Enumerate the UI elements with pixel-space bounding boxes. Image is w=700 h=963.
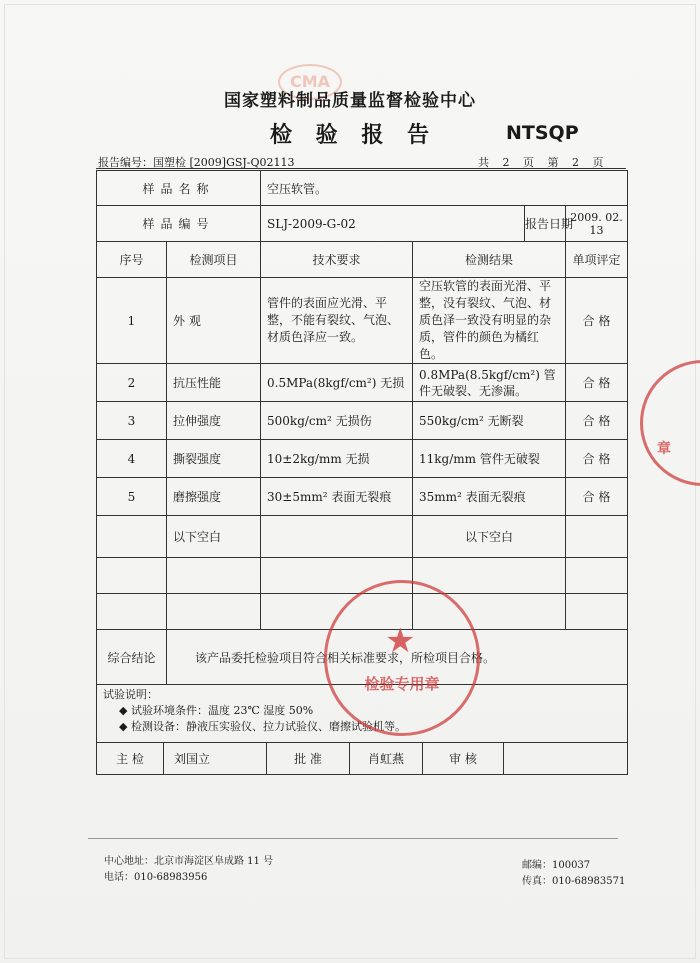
row-result: 0.8MPa(8.5kgf/cm²) 管件无破裂、无渗漏。 xyxy=(413,364,566,402)
inspector-label: 主 检 xyxy=(97,743,164,774)
row-no: 3 xyxy=(97,402,167,440)
notes-env: ◆ 试验环境条件：温度 23℃ 湿度 50% xyxy=(119,704,314,717)
report-date-value: 2009. 02. 13 xyxy=(566,206,628,242)
footer-fax: 传真：010-68983571 xyxy=(522,876,626,887)
table-row xyxy=(97,278,628,364)
row-req: 0.5MPa(8kgf/cm²) 无损 xyxy=(261,364,413,402)
row-result: 空压软管的表面光滑、平整，没有裂纹、气泡、材质色泽一致没有明显的杂质，管件的颜色为橘红色。 xyxy=(413,278,566,364)
table-row xyxy=(97,364,628,402)
notes-cell xyxy=(97,685,628,743)
reviewer-label: 审 核 xyxy=(423,743,504,774)
row-item: 外 观 xyxy=(167,278,261,364)
report-date-label: 报告日期 xyxy=(525,206,566,242)
empty-cell xyxy=(261,558,413,594)
col-result: 检测结果 xyxy=(413,242,566,278)
row-judge: 合 格 xyxy=(566,440,628,478)
conclusion-text: 该产品委托检验项目符合相关标准要求，所检项目合格。 xyxy=(167,630,628,685)
footer-address: 中心地址：北京市海淀区阜成路 11 号 xyxy=(104,856,274,867)
blank-note-result: 以下空白 xyxy=(413,516,566,558)
row-no: 5 xyxy=(97,478,167,516)
cma-watermark: CMA xyxy=(278,64,342,100)
row-item: 撕裂强度 xyxy=(167,440,261,478)
row-item: 拉伸强度 xyxy=(167,402,261,440)
notes-equip: ◆ 检测设备：静液压实验仪、拉力试验仪、磨擦试验机等。 xyxy=(119,720,406,733)
row-result: 35mm² 表面无裂痕 xyxy=(413,478,566,516)
col-item: 检测项目 xyxy=(167,242,261,278)
empty-cell xyxy=(566,594,628,630)
report-title: 检 验 报 告 xyxy=(270,123,437,148)
sample-no-row xyxy=(97,206,628,242)
seal-text: 检验专用章 xyxy=(364,675,440,693)
row-req: 管件的表面应光滑、平整，不能有裂纹、气泡、材质色泽应一致。 xyxy=(261,278,413,364)
empty-cell xyxy=(413,558,566,594)
row-item: 磨擦强度 xyxy=(167,478,261,516)
empty-cell xyxy=(167,594,261,630)
inspection-table xyxy=(96,170,628,775)
empty-cell xyxy=(261,594,413,630)
blank-note-item: 以下空白 xyxy=(167,516,261,558)
row-req: 500kg/cm² 无损伤 xyxy=(261,402,413,440)
row-no: 1 xyxy=(97,278,167,364)
row-item: 抗压性能 xyxy=(167,364,261,402)
blank-note-row xyxy=(97,516,628,558)
col-no: 序号 xyxy=(97,242,167,278)
col-judge: 单项评定 xyxy=(566,242,628,278)
empty-cell xyxy=(413,594,566,630)
report-code: NTSQP xyxy=(506,122,579,144)
sample-name-row xyxy=(97,171,628,206)
row-judge: 合 格 xyxy=(566,364,628,402)
row-req: 30±5mm² 表面无裂痕 xyxy=(261,478,413,516)
empty-cell xyxy=(261,516,413,558)
approver-label: 批 准 xyxy=(267,743,350,774)
footer-postcode: 邮编：100037 xyxy=(522,860,591,871)
signature-cell xyxy=(97,743,628,775)
row-result: 11kg/mm 管件无破裂 xyxy=(413,440,566,478)
row-no: 4 xyxy=(97,440,167,478)
row-judge: 合 格 xyxy=(566,278,628,364)
row-result: 550kg/cm² 无断裂 xyxy=(413,402,566,440)
empty-cell xyxy=(167,558,261,594)
row-no: 2 xyxy=(97,364,167,402)
notes-row xyxy=(97,685,628,743)
column-header-row xyxy=(97,242,628,278)
col-req: 技术要求 xyxy=(261,242,413,278)
conclusion-row xyxy=(97,630,628,685)
footer-phone: 电话：010-68983956 xyxy=(104,872,208,883)
footer-divider xyxy=(88,838,618,839)
row-judge: 合 格 xyxy=(566,402,628,440)
row-judge: 合 格 xyxy=(566,478,628,516)
page-count: 共 2 页 第 2 页 xyxy=(478,156,604,169)
side-seal-text: 章 xyxy=(657,441,671,457)
inspector-name: 刘国立 xyxy=(164,743,267,774)
sample-no-value: SLJ-2009-G-02 xyxy=(261,206,525,242)
empty-cell xyxy=(566,516,628,558)
signature-strip xyxy=(97,743,627,774)
empty-cell xyxy=(97,558,167,594)
table-row xyxy=(97,440,628,478)
empty-cell xyxy=(97,594,167,630)
empty-row xyxy=(97,558,628,594)
header-divider xyxy=(96,168,626,169)
table-row xyxy=(97,402,628,440)
sample-name-value: 空压软管。 xyxy=(261,171,628,206)
sample-name-label: 样品名称 xyxy=(97,171,261,206)
empty-row xyxy=(97,594,628,630)
sample-no-label: 样品编号 xyxy=(97,206,261,242)
seal-star-icon: ★ xyxy=(385,621,416,661)
table-row xyxy=(97,478,628,516)
empty-cell xyxy=(566,558,628,594)
conclusion-label: 综合结论 xyxy=(97,630,167,685)
notes-title: 试验说明： xyxy=(103,688,158,701)
org-name: 国家塑料制品质量监督检验中心 xyxy=(224,91,476,111)
reviewer-name xyxy=(504,743,627,774)
report-number: 报告编号：国塑检 [2009]GSJ-Q02113 xyxy=(98,156,295,169)
empty-cell xyxy=(97,516,167,558)
approver-name: 肖虹燕 xyxy=(350,743,423,774)
row-req: 10±2kg/mm 无损 xyxy=(261,440,413,478)
signature-row xyxy=(97,743,628,775)
